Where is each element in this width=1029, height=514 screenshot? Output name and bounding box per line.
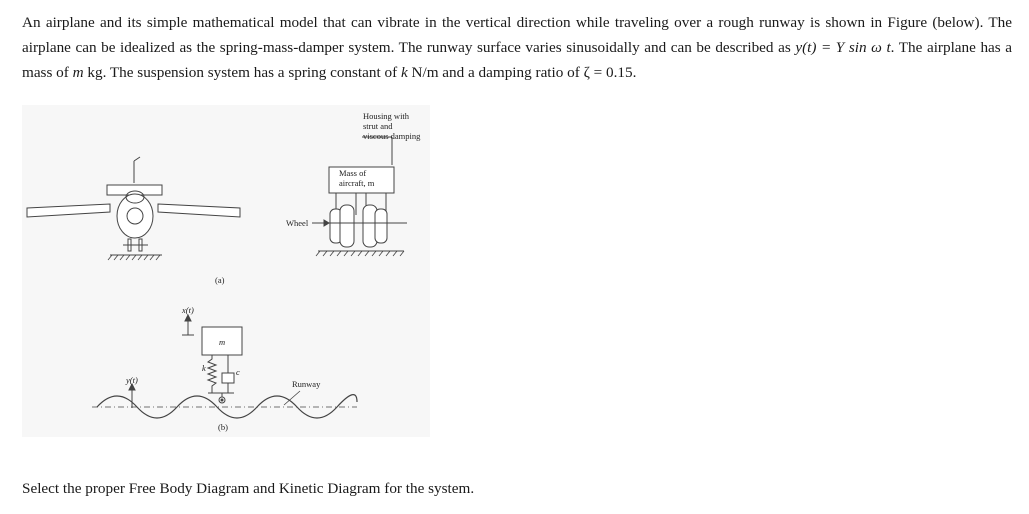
- label-m: m: [219, 337, 226, 347]
- airplane-figure-svg: [22, 105, 430, 437]
- label-housing-3: viscous damping: [363, 131, 421, 141]
- label-xt: x(t): [182, 305, 194, 315]
- problem-text-1: An airplane and its simple mathematical model that can vibrate in the vertical direction while traveling over a rough runway is shown in Figure (below). The airplane can be idealized as the spring-mass-damper system. The runway surface varies sinusoidally and can be described as: [22, 14, 1012, 56]
- problem-text-2: . The airplane has a mass of: [22, 39, 1013, 81]
- problem-text-3: kg. The suspension system has a spring constant of: [83, 64, 401, 81]
- label-mass-1: Mass of: [339, 168, 367, 178]
- problem-text-4: N/m and a damping ratio of: [407, 64, 584, 81]
- damping-ratio-equation: ζ = 0.15: [583, 64, 633, 81]
- label-a: (a): [215, 275, 225, 285]
- question-prompt: Select the proper Free Body Diagram and Kinetic Diagram for the system.: [22, 480, 475, 497]
- strut-wheel-detail: [312, 137, 407, 256]
- mass-symbol: m: [72, 64, 84, 81]
- problem-paragraph: [22, 10, 1012, 85]
- label-c: c: [236, 367, 240, 377]
- spring-mass-damper-model: [92, 315, 357, 418]
- spring-symbol: k: [400, 64, 408, 81]
- airplane-front-view: [27, 157, 240, 260]
- label-housing-2: strut and: [363, 121, 393, 131]
- label-k: k: [202, 363, 206, 373]
- label-yt: y(t): [126, 375, 138, 385]
- problem-text-5: .: [632, 64, 637, 81]
- label-housing-1: Housing with: [363, 111, 410, 121]
- label-wheel: Wheel: [286, 218, 309, 228]
- figure-labels-a: [215, 111, 421, 285]
- label-runway: Runway: [292, 379, 321, 389]
- runway-equation: y(t) = Y sin ω t: [795, 39, 891, 56]
- airplane-figure: [22, 105, 430, 437]
- problem-statement: [22, 10, 1012, 85]
- label-b: (b): [218, 422, 228, 432]
- label-mass-2: aircraft, m: [339, 178, 375, 188]
